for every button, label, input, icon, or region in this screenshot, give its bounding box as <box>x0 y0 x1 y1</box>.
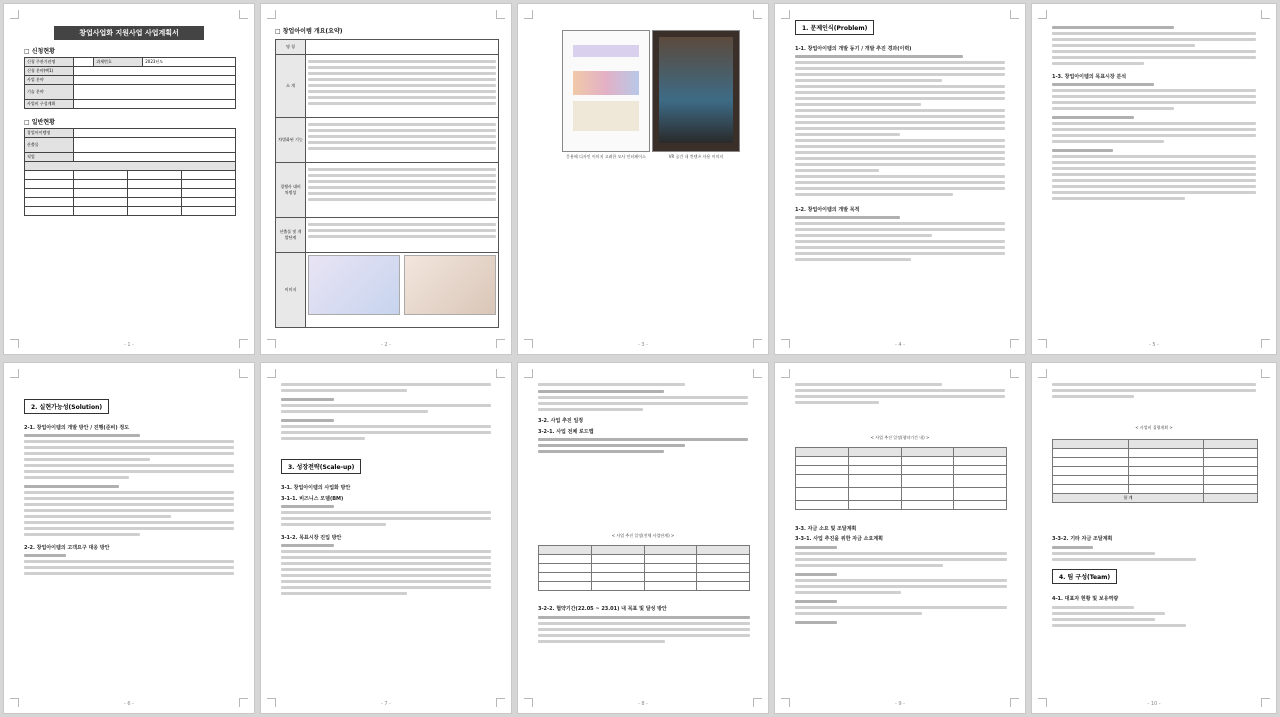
chapter-heading: 4. 팀 구성(Team) <box>1052 569 1117 584</box>
body-text <box>538 613 750 646</box>
body-text <box>1052 26 1256 65</box>
application-table: 신청 주관기관명 과제번호 2023년도 신청 분야(택1) 사업 분야 기술 분야 사업비 구성계획 <box>24 57 236 109</box>
page-number: - 10 - <box>1147 701 1161 707</box>
budget-table <box>1052 439 1258 503</box>
subsection-heading: 2-1. 창업아이템의 개발 방안 / 진행(준비) 정도 <box>24 425 130 431</box>
subsection-heading: 4-1. 대표자 현황 및 보유역량 <box>1052 596 1119 602</box>
total-label: 합 계 <box>1053 494 1204 503</box>
body-text <box>795 543 1007 627</box>
page-thumbnail-10[interactable] <box>1031 362 1277 714</box>
page-number: - 7 - <box>381 701 391 707</box>
page-number: - 1 - <box>124 342 134 348</box>
subsection-heading: 3-2-2. 협약기간(22.05 ~ 23.01) 내 목표 및 달성 방안 <box>538 606 667 612</box>
subsection-heading: 1-3. 창업아이템의 목표시장 분석 <box>1052 74 1127 80</box>
image-caption: VR 공간 내 컨텐츠 사용 이미지 <box>668 154 724 159</box>
page-number: - 5 - <box>1149 342 1159 348</box>
section-heading: □ 신청현황 <box>24 48 55 55</box>
body-text <box>538 383 748 411</box>
body-text <box>795 216 1005 261</box>
page-number: - 9 - <box>895 701 905 707</box>
body-text <box>281 383 491 440</box>
chapter-heading: 2. 실현가능성(Solution) <box>24 399 109 414</box>
summary-image-1 <box>308 255 400 315</box>
page-number: - 8 - <box>638 701 648 707</box>
subsection-heading: 1-2. 창업아이템의 개발 목적 <box>795 207 860 213</box>
body-text <box>795 383 1005 404</box>
table-title: < 사업 추진 일정(전체 사업단계) > <box>611 533 675 538</box>
body-text <box>1052 383 1256 398</box>
subsection-heading: 3-2-1. 사업 전체 로드맵 <box>538 429 594 435</box>
subsection-heading: 2-2. 창업아이템의 고객요구 대응 방안 <box>24 545 110 551</box>
plan-title: 창업사업화 지원사업 사업계획서 <box>54 26 204 40</box>
table-title: < 사업 추진 일정(협약기간 내) > <box>870 435 930 440</box>
screenshot-image-1 <box>562 30 650 152</box>
page-thumbnail-8[interactable] <box>517 362 769 714</box>
body-text <box>795 55 1005 196</box>
page-thumbnail-9[interactable] <box>774 362 1026 714</box>
table-title: < 사업비 집행계획 > <box>1135 425 1173 430</box>
body-text <box>538 438 748 453</box>
page-number: - 6 - <box>124 701 134 707</box>
body-text <box>281 544 491 595</box>
chapter-heading: 1. 문제인식(Problem) <box>795 20 874 35</box>
summary-image-2 <box>404 255 496 315</box>
schedule-table <box>795 447 1007 510</box>
subsection-heading: 3-3-1. 사업 추진을 위한 자금 소요계획 <box>795 536 883 542</box>
subsection-heading: 3-1. 창업아이템의 사업화 방안 <box>281 485 351 491</box>
body-text <box>1052 83 1256 200</box>
page-number: - 3 - <box>638 342 648 348</box>
section-heading: □ 일반현황 <box>24 119 55 126</box>
general-table: 창업아이템명 산출물 직업 <box>24 128 236 216</box>
chapter-heading: 3. 성장전략(Scale-up) <box>281 459 361 474</box>
page-number: - 4 - <box>895 342 905 348</box>
page-thumbnail-1[interactable] <box>3 3 255 355</box>
body-text <box>24 554 234 575</box>
page-number: - 2 - <box>381 342 391 348</box>
subsection-heading: 1-1. 창업아이템의 개발 동기 / 개발 추진 경과(이력) <box>795 46 912 52</box>
subsection-heading: 3-3-2. 기타 자금 조달계획 <box>1052 536 1113 542</box>
page-thumbnail-6[interactable] <box>3 362 255 714</box>
page-thumbnail-3[interactable] <box>517 3 769 355</box>
section-heading: □ 창업아이템 개요(요약) <box>275 28 343 35</box>
schedule-table <box>538 545 750 591</box>
page-thumbnail-5[interactable] <box>1031 3 1277 355</box>
body-text <box>24 434 234 536</box>
image-caption: 응용해 디자인 이미지 고려한 모사 인터페이스 <box>566 154 646 159</box>
screenshot-image-2 <box>652 30 740 152</box>
summary-table: 명 칭 소 개 차별화된 기능 경쟁사 대비 차별성 산출물 및 개발단계 이미지 <box>275 39 499 328</box>
body-text <box>1052 543 1258 564</box>
subsection-heading: 3-1-1. 비즈니스 모델(BM) <box>281 496 344 502</box>
page-thumbnail-4[interactable] <box>774 3 1026 355</box>
subsection-heading: 3-2. 사업 추진 일정 <box>538 418 584 424</box>
subsection-heading: 3-1-2. 목표시장 진입 방안 <box>281 535 342 541</box>
page-thumbnail-7[interactable] <box>260 362 512 714</box>
body-text <box>1052 603 1258 630</box>
page-thumbnail-2[interactable] <box>260 3 512 355</box>
subsection-heading: 3-3. 자금 소요 및 조달계획 <box>795 526 857 532</box>
body-text <box>281 505 491 526</box>
